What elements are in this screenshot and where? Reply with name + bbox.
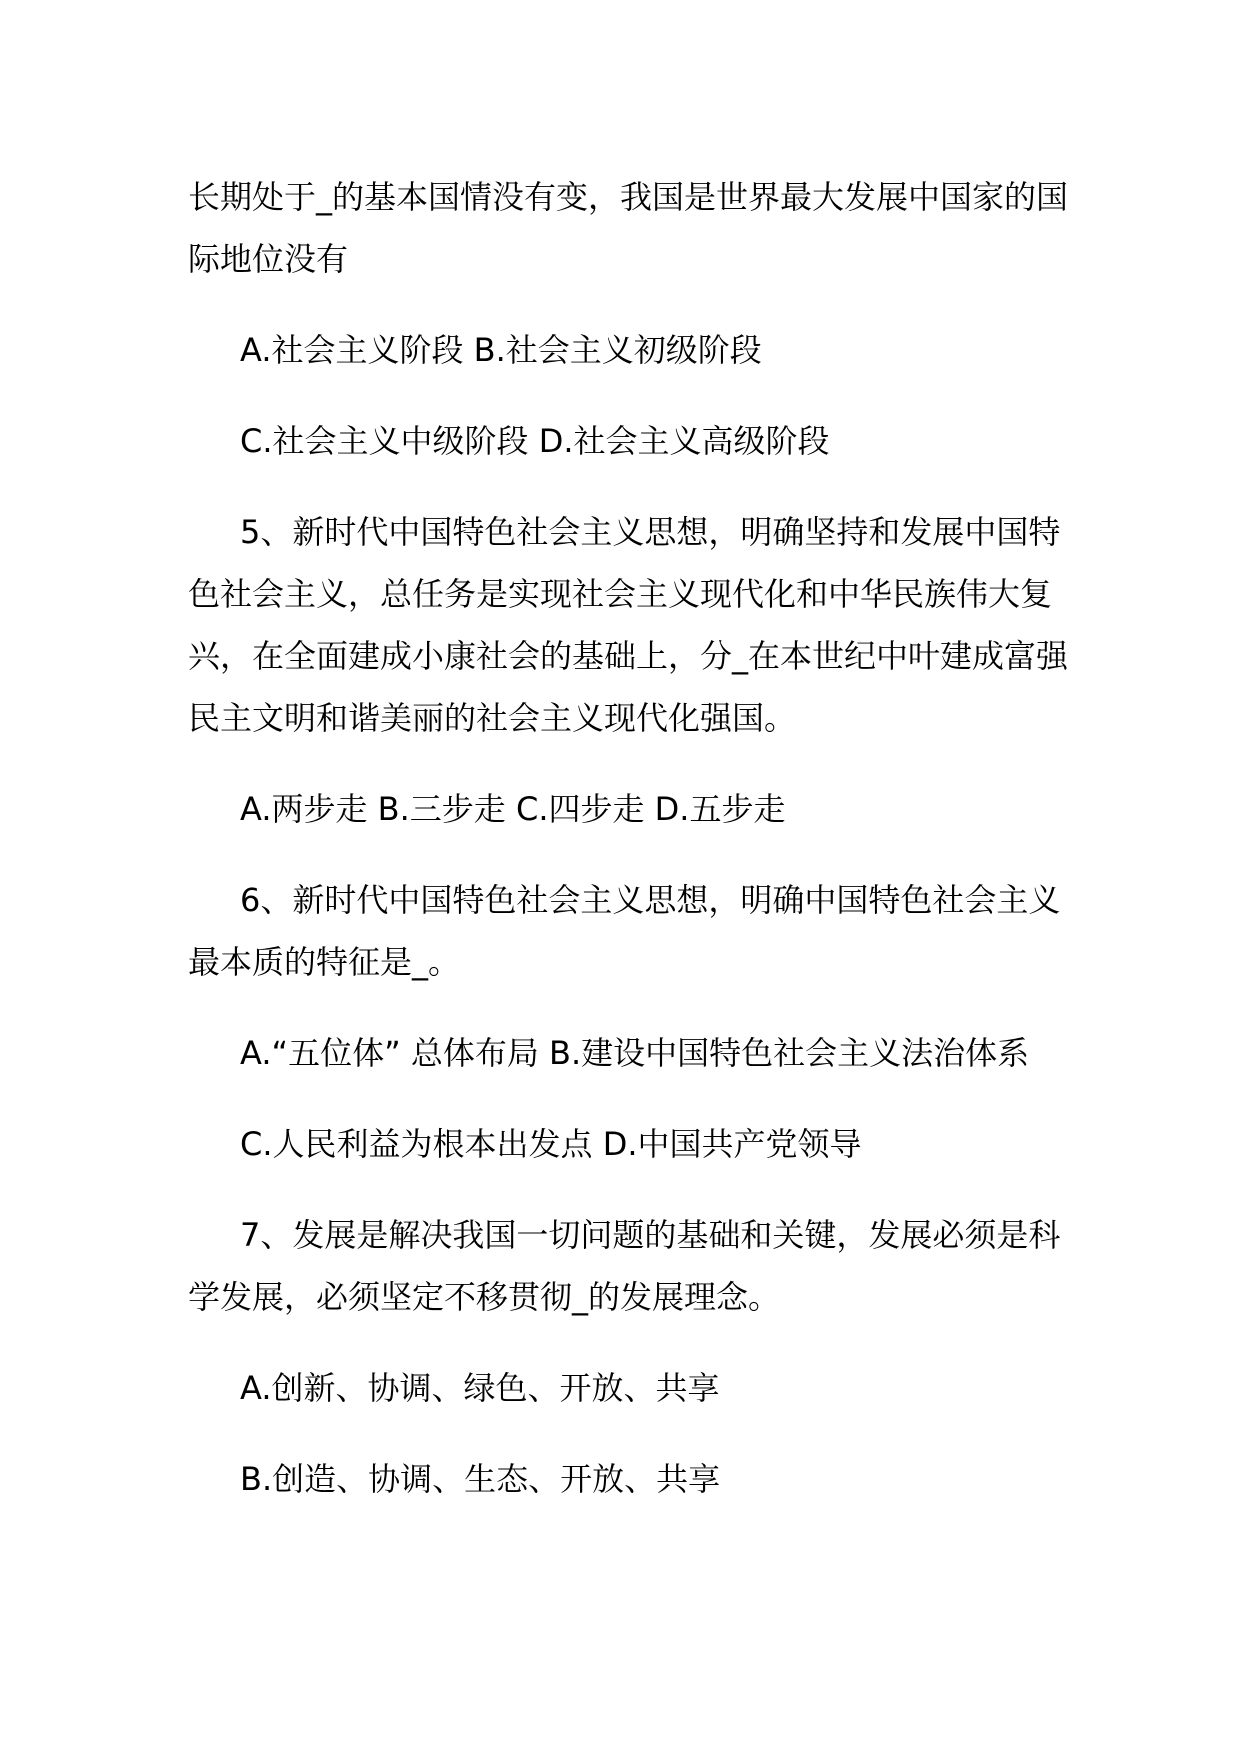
question-6-options-c-d: C.人民利益为根本出发点 D.中国共产党领导 xyxy=(240,1125,862,1163)
question-5-options: A.两步走 B.三步走 C.四步走 D.五步走 xyxy=(240,790,786,828)
question-7-stem: 7、发展是解决我国一切问题的基础和关键，发展必须是科学发展，必须坚定不移贯彻_的发展理念。 xyxy=(188,1216,1061,1316)
document-body xyxy=(188,166,1068,1510)
question-7-option-a: A.创新、协调、绿色、开放、共享 xyxy=(240,1369,720,1407)
question-6-stem: 6、新时代中国特色社会主义思想，明确中国特色社会主义最本质的特征是_。 xyxy=(188,881,1061,981)
question-4-options-c-d: C.社会主义中级阶段 D.社会主义高级阶段 xyxy=(240,422,830,460)
question-4-stem-continuation: 长期处于_的基本国情没有变，我国是世界最大发展中国家的国际地位没有 xyxy=(188,178,1069,278)
question-5-stem: 5、新时代中国特色社会主义思想，明确坚持和发展中国特色社会主义，总任务是实现社会主义现代化和中华民族伟大复兴，在全面建成小康社会的基础上，分_在本世纪中叶建成富强民主文明和谐美丽的社会主义现代化强国。 xyxy=(188,513,1069,737)
question-4-options-a-b: A.社会主义阶段 B.社会主义初级阶段 xyxy=(240,331,762,369)
question-7-option-b: B.创造、协调、生态、开放、共享 xyxy=(240,1460,721,1498)
question-6-options-a-b: A.“五位体” 总体布局 B.建设中国特色社会主义法治体系 xyxy=(240,1034,1030,1072)
